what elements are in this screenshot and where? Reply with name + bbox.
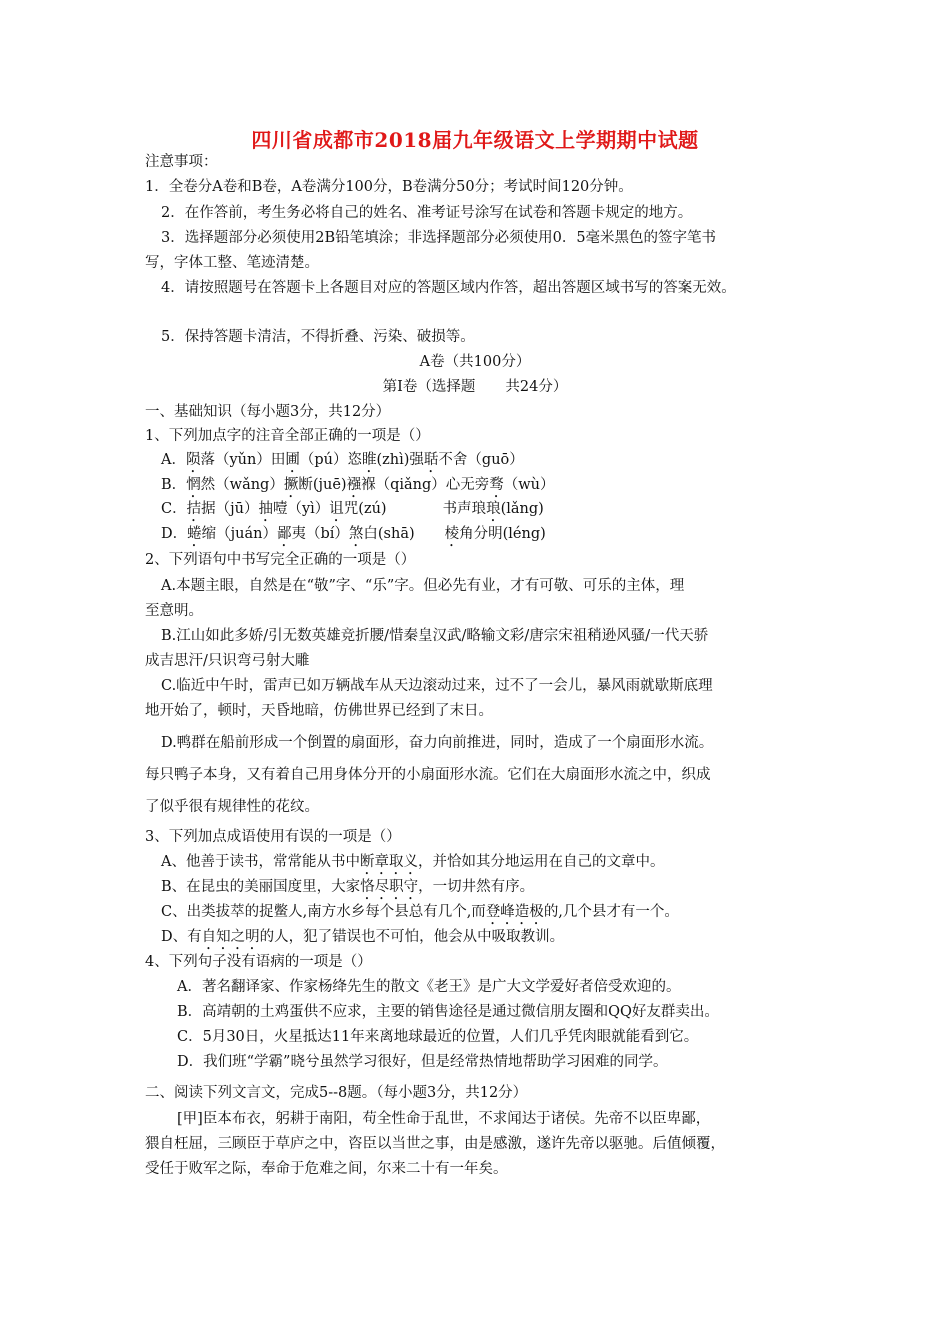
part-1-score: 共24分） [505, 379, 568, 395]
note-1: 1．全卷分A卷和B卷，A卷满分100分，B卷满分50分；考试时间120分钟。 [145, 179, 633, 195]
part-1-heading [0, 377, 950, 397]
q2-option-d-line-1: D.鸭群在船前形成一个倒置的扇面形，奋力向前推进，同时，造成了一个扇面形水流。 [161, 735, 714, 751]
passage-line-2: 猥自枉屈，三顾臣于草庐之中，咨臣以当世之事，由是感激，遂许先帝以驱驰。后值倾覆， [145, 1136, 725, 1152]
q1-stem: 1、下列加点字的注音全部正确的一项是（） [145, 428, 430, 444]
q4-option-b: B．高靖朝的土鸡蛋供不应求，主要的销售途径是通过微信朋友圈和QQ好友群卖出。 [177, 1004, 719, 1020]
note-3-line-1: 3．选择题部分必须使用2B铅笔填涂；非选择题部分必须使用0．5毫米黑色的签字笔书 [161, 230, 717, 246]
q1-option-a: A．陨落（yǔn）田圃（pú）恣睢(zhì)强聒不舍（guō） [161, 452, 524, 468]
q2-option-d-line-2: 每只鸭子本身，又有着自己用身体分开的小扇面形水流。它们在大扇面形水流之中，织成 [145, 767, 711, 783]
q3-option-d: D、有自知之明的人，犯了错误也不可怕，他会从中吸取教训。 [161, 929, 565, 945]
note-3-line-2: 写，字体工整、笔迹清楚。 [145, 255, 319, 271]
q3-option-b: B、在昆虫的美丽国度里，大家恪尽职守，一切井然有序。 [161, 879, 535, 895]
note-5: 5．保持答题卡清洁，不得折叠、污染、破损等。 [161, 329, 475, 345]
exam-title: 四川省成都市2018届九年级语文上学期期中试题 [251, 128, 699, 152]
part-1-label: 第Ⅰ卷（选择题 [382, 379, 476, 395]
q3-stem: 3、下列加点成语使用有误的一项是（） [145, 829, 401, 845]
notes-heading: 注意事项： [145, 154, 218, 170]
q2-option-b-line-1: B.江山如此多娇/引无数英雄竞折腰/惜秦皇汉武/略输文彩/唐宗宋祖稍逊风骚/一代天骄 [161, 628, 709, 644]
q1-option-d: D．蜷缩（juán）鄙夷（bí）煞白(shā) 棱角分明(léng) [161, 526, 546, 542]
q4-stem: 4、下列句子没有语病的一项是（） [145, 954, 372, 970]
q3-option-c: C、出类拔萃的捉鳖人,南方水乡每个县总有几个,而登峰造极的,几个县才有一个。 [161, 904, 679, 920]
q1-option-b: B．惘然（wǎng）撅断(juē)襁褓（qiǎng）心无旁骛（wù） [161, 477, 555, 493]
note-2: 2．在作答前，考生务必将自己的姓名、准考证号涂写在试卷和答题卡规定的地方。 [161, 205, 693, 221]
volume-a-heading: A卷（共100分） [419, 354, 531, 370]
q2-option-a-line-2: 至意明。 [145, 603, 203, 619]
section-1-heading: 一、基础知识（每小题3分，共12分） [145, 404, 391, 420]
q4-option-d: D．我们班“学霸”晓兮虽然学习很好，但是经常热情地帮助学习困难的同学。 [177, 1054, 668, 1070]
note-4: 4．请按照题号在答题卡上各题目对应的答题区域内作答，超出答题区域书写的答案无效。 [161, 280, 736, 296]
q3-option-a: A、他善于读书，常常能从书中断章取义，并恰如其分地运用在自己的文章中。 [161, 854, 665, 870]
q2-option-b-line-2: 成吉思汗/只识弯弓射大雕 [145, 653, 310, 669]
q4-option-c: C．5月30日，火星抵达11年来离地球最近的位置，人们几乎凭肉眼就能看到它。 [177, 1029, 699, 1045]
q2-stem: 2、下列语句中书写完全正确的一项是（） [145, 552, 416, 568]
q4-option-a: A．著名翻译家、作家杨绛先生的散文《老王》是广大文学爱好者倍受欢迎的。 [177, 979, 681, 995]
q2-option-c-line-2: 地开始了，顿时，天昏地暗，仿佛世界已经到了末日。 [145, 703, 493, 719]
passage-line-3: 受任于败军之际，奉命于危难之间，尔来二十有一年矣。 [145, 1161, 508, 1177]
section-2-heading: 二、阅读下列文言文，完成5--8题。（每小题3分，共12分） [145, 1085, 528, 1101]
q2-option-c-line-1: C.临近中午时，雷声已如万辆战车从天边滚动过来，过不了一会儿，暴风雨就歇斯底理 [161, 678, 713, 694]
q2-option-d-line-3: 了似乎很有规律性的花纹。 [145, 799, 319, 815]
q1-option-c: C．拮据（jū）抽噎（yì）诅咒(zú) 书声琅琅(lǎng) [161, 501, 544, 517]
passage-line-1: [甲]臣本布衣，躬耕于南阳，苟全性命于乱世，不求闻达于诸侯。先帝不以臣卑鄙， [177, 1111, 711, 1127]
q2-option-a-line-1: A.本题主眼，自然是在“敬”字、“乐”字。但必先有业，才有可敬、可乐的主体，理 [161, 578, 685, 594]
